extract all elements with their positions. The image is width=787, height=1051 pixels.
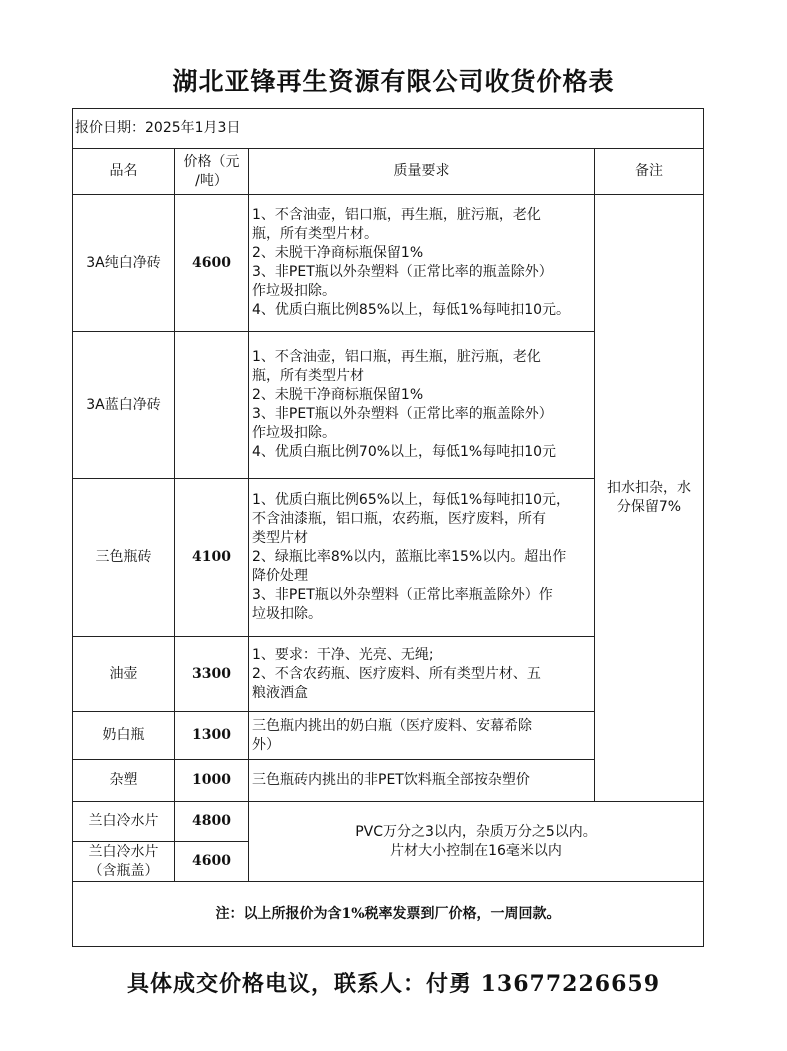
quality-line: 3、非PET瓶以外杂塑料（正常比率瓶盖除外）作 bbox=[252, 587, 553, 603]
note-row bbox=[73, 882, 704, 947]
quality-line: 1、优质白瓶比例65%以上，每低1%每吨扣10元， bbox=[252, 492, 571, 508]
quality-line: 3、非PET瓶以外杂塑料（正常比率的瓶盖除外） bbox=[252, 406, 553, 422]
quality-line: 垃圾扣除。 bbox=[252, 606, 322, 622]
product-price bbox=[175, 332, 249, 479]
quality-line: 2、未脱干净商标瓶保留1% bbox=[252, 387, 424, 403]
quality-requirements bbox=[249, 195, 595, 332]
product-price: 1300 bbox=[175, 712, 249, 760]
header-name: 品名 bbox=[73, 149, 175, 195]
quote-date: 报价日期：2025年1月3日 bbox=[73, 109, 704, 149]
quality-line: 1、不含油壶，铝口瓶，再生瓶，脏污瓶，老化 bbox=[252, 207, 541, 223]
header-price-line-1: 价格（元 bbox=[183, 153, 240, 170]
quality-line: 作垃圾扣除。 bbox=[252, 425, 336, 441]
remark-line: 扣水扣杂，水 bbox=[607, 480, 691, 496]
product-price: 4800 bbox=[175, 802, 249, 842]
header-remark: 备注 bbox=[595, 149, 704, 195]
product-price: 1000 bbox=[175, 760, 249, 802]
product-price: 4600 bbox=[175, 195, 249, 332]
product-name-line: 兰白冷水片 bbox=[88, 813, 159, 829]
table-row bbox=[73, 195, 704, 332]
quality-line: 1、要求：干净、光亮、无绳; bbox=[252, 646, 434, 663]
product-name bbox=[73, 842, 175, 882]
quality-line: 三色瓶内挑出的奶白瓶（医疗废料、安幕希除 bbox=[252, 717, 532, 734]
product-price: 3300 bbox=[175, 637, 249, 712]
quality-requirements bbox=[249, 760, 595, 802]
quality-line: 类型片材 bbox=[252, 530, 308, 546]
quality-line: 2、绿瓶比率8%以内，蓝瓶比率15%以内。超出作 bbox=[252, 549, 567, 565]
product-name: 杂塑 bbox=[73, 760, 175, 802]
quality-requirements bbox=[249, 332, 595, 479]
quality-line: 4、优质白瓶比例85%以上，每低1%每吨扣10元。 bbox=[252, 302, 571, 318]
date-row bbox=[73, 109, 704, 149]
table-row bbox=[73, 802, 704, 842]
contact-footer: 具体成交价格电议，联系人：付勇 13677226659 bbox=[126, 971, 661, 997]
quality-line: 4、优质白瓶比例70%以上，每低1%每吨扣10元 bbox=[252, 444, 557, 460]
product-name: 奶白瓶 bbox=[73, 712, 175, 760]
product-name: 油壶 bbox=[73, 637, 175, 712]
quality-line: 2、不含农药瓶、医疗废料、所有类型片材、五 bbox=[252, 665, 541, 682]
header-quality: 质量要求 bbox=[249, 149, 595, 195]
header-row bbox=[73, 149, 704, 195]
quality-requirements bbox=[249, 479, 595, 637]
product-name-line: （含瓶盖） bbox=[88, 862, 159, 879]
product-name: 3A蓝白净砖 bbox=[73, 332, 175, 479]
remark-line: 分保留7% bbox=[616, 499, 682, 515]
product-name: 3A纯白净砖 bbox=[73, 195, 175, 332]
flakes-quality bbox=[249, 802, 704, 882]
header-price bbox=[175, 149, 249, 195]
product-price: 4100 bbox=[175, 479, 249, 637]
quality-line: 作垃圾扣除。 bbox=[252, 283, 336, 299]
quality-line: 片材大小控制在16毫米以内 bbox=[390, 842, 562, 859]
page-title: 湖北亚锋再生资源有限公司收货价格表 bbox=[172, 67, 615, 96]
quality-line: 1、不含油壶，铝口瓶，再生瓶，脏污瓶，老化 bbox=[252, 349, 541, 365]
quality-line: 不含油漆瓶，铝口瓶，农药瓶，医疗废料，所有 bbox=[252, 511, 546, 527]
price-table bbox=[72, 108, 704, 947]
quality-line: 瓶，所有类型片材 bbox=[252, 368, 364, 384]
quality-line: 外） bbox=[252, 736, 280, 753]
quality-line: 降价处理 bbox=[252, 568, 308, 584]
product-name: 三色瓶砖 bbox=[73, 479, 175, 637]
quality-line: 三色瓶砖内挑出的非PET饮料瓶全部按杂塑价 bbox=[252, 772, 530, 788]
product-price: 4600 bbox=[175, 842, 249, 882]
header-price-line-2: /吨） bbox=[195, 172, 228, 189]
quality-line: PVC万分之3以内，杂质万分之5以内。 bbox=[355, 823, 597, 840]
quality-requirements bbox=[249, 637, 595, 712]
quality-line: 瓶，所有类型片材。 bbox=[252, 226, 378, 242]
price-note: 注：以上所报价为含1%税率发票到厂价格，一周回款。 bbox=[73, 882, 704, 947]
quality-line: 2、未脱干净商标瓶保留1% bbox=[252, 245, 424, 261]
quality-line: 3、非PET瓶以外杂塑料（正常比率的瓶盖除外） bbox=[252, 264, 553, 280]
remark-cell bbox=[595, 195, 704, 802]
product-name bbox=[73, 802, 175, 842]
quality-requirements bbox=[249, 712, 595, 760]
quality-line: 粮液酒盒 bbox=[252, 684, 308, 701]
product-name-line: 兰白冷水片 bbox=[88, 843, 159, 860]
